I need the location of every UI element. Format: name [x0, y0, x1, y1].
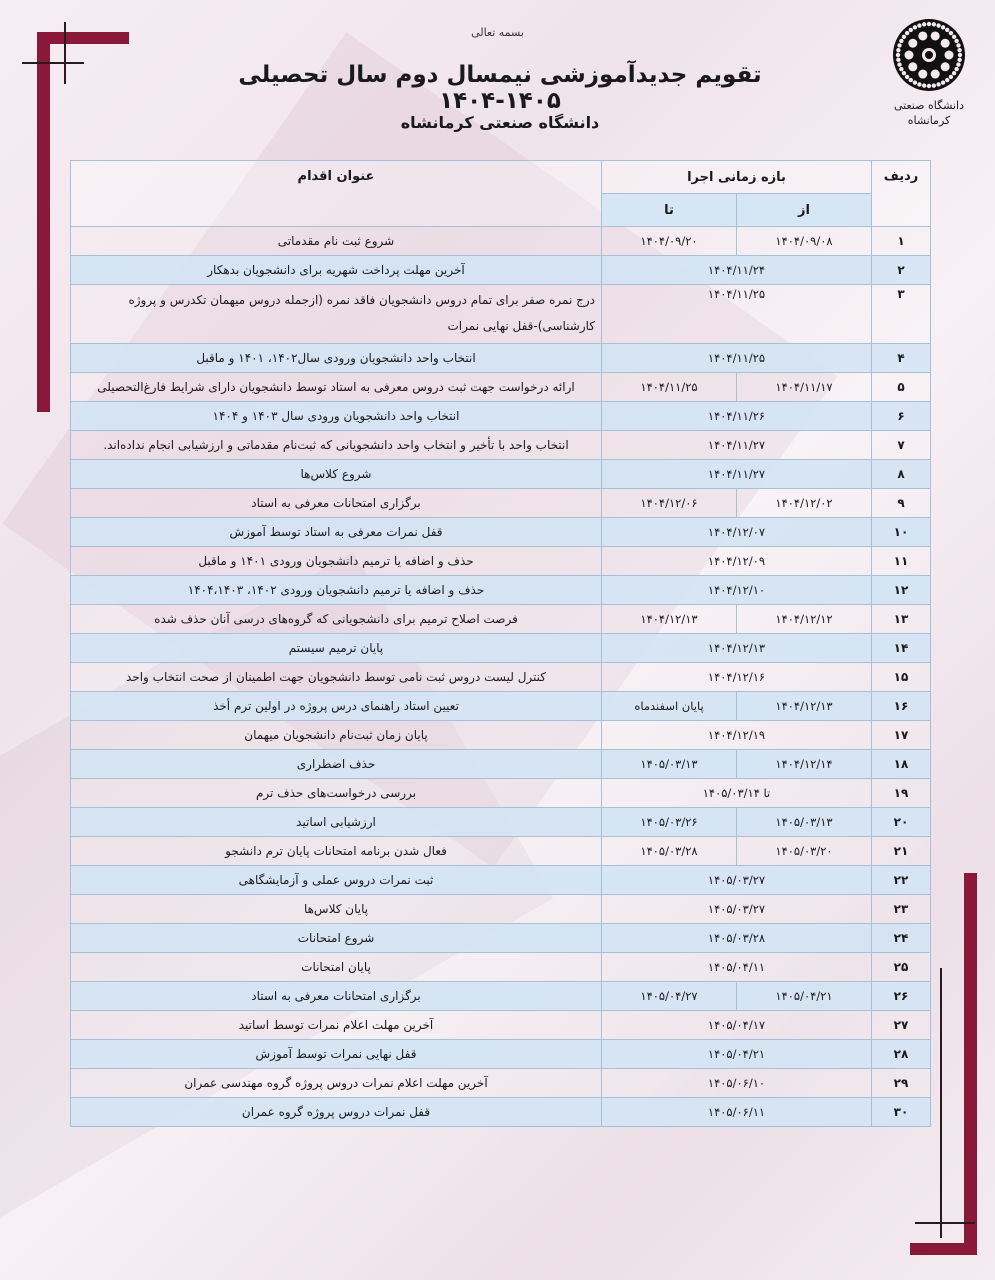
logo-dot	[927, 22, 931, 26]
logo-dot	[899, 67, 903, 71]
action-title: شروع کلاس‌ها	[71, 460, 602, 489]
logo-dot	[918, 31, 927, 40]
row-number: ۱۰	[872, 518, 931, 547]
row-number: ۱	[872, 227, 931, 256]
table-row	[71, 256, 931, 285]
date-cell: ۱۴۰۵/۰۶/۱۰	[602, 1069, 872, 1098]
table-row	[71, 924, 931, 953]
action-title: حذف اضطراری	[71, 750, 602, 779]
table-row	[71, 344, 931, 373]
date-from: ۱۴۰۵/۰۳/۱۳	[737, 808, 872, 837]
header-to: تا	[602, 194, 737, 227]
row-number: ۲۶	[872, 982, 931, 1011]
table-row	[71, 750, 931, 779]
logo-dot	[936, 23, 940, 27]
row-number: ۱۱	[872, 547, 931, 576]
action-title: ثبت نمرات دروس عملی و آزمایشگاهی	[71, 866, 602, 895]
action-title: ارائه درخواست جهت ثبت دروس معرفی به استاد توسط دانشجویان دارای شرایط فارغ‌التحصیلی	[71, 373, 602, 402]
row-number: ۲۷	[872, 1011, 931, 1040]
table-row	[71, 518, 931, 547]
date-to: ۱۴۰۵/۰۴/۲۷	[602, 982, 737, 1011]
date-from: ۱۴۰۴/۱۲/۰۲	[737, 489, 872, 518]
action-title: پایان زمان ثبت‌نام دانشجویان میهمان	[71, 721, 602, 750]
table-row	[71, 663, 931, 692]
row-number: ۱۶	[872, 692, 931, 721]
logo-dot	[949, 75, 953, 79]
logo-dot	[957, 58, 961, 62]
row-number: ۱۴	[872, 634, 931, 663]
logo-dot	[945, 78, 949, 82]
logo-dot	[958, 53, 962, 57]
calendar-table	[70, 160, 931, 1127]
row-number: ۱۹	[872, 779, 931, 808]
action-title: تعیین استاد راهنمای درس پروژه در اولین ترم أخذ	[71, 692, 602, 721]
date-cell: ۱۴۰۴/۱۲/۰۷	[602, 518, 872, 547]
row-number: ۲۳	[872, 895, 931, 924]
logo-dot	[896, 48, 900, 52]
logo-dot	[941, 80, 945, 84]
logo-dot	[897, 43, 901, 47]
date-cell: ۱۴۰۵/۰۴/۱۱	[602, 953, 872, 982]
table-row	[71, 982, 931, 1011]
table-row	[71, 692, 931, 721]
action-title: ارزشیابی اساتید	[71, 808, 602, 837]
logo-dot	[896, 58, 900, 62]
page-subtitle: دانشگاه صنعتی کرمانشاه	[400, 113, 600, 132]
logo-dot	[932, 83, 936, 87]
row-number: ۷	[872, 431, 931, 460]
date-cell: ۱۴۰۴/۱۱/۲۴	[602, 256, 872, 285]
table-row	[71, 1098, 931, 1127]
frame-bottom-right-vertical	[964, 873, 977, 1255]
date-cell: ۱۴۰۵/۰۳/۲۷	[602, 895, 872, 924]
logo-text-line2: کرمانشاه	[907, 114, 951, 127]
frame-bottom-right-line-v	[940, 968, 942, 1238]
row-number: ۱۵	[872, 663, 931, 692]
action-title: آخرین مهلت پرداخت شهریه برای دانشجویان بدهکار	[71, 256, 602, 285]
frame-bottom-right-line-h	[915, 1222, 975, 1224]
table-body	[71, 227, 931, 1127]
table-row	[71, 227, 931, 256]
logo-dot	[932, 22, 936, 26]
row-number: ۲۴	[872, 924, 931, 953]
logo-dot	[909, 78, 913, 82]
logo-dot	[941, 39, 950, 48]
logo-dot	[913, 80, 917, 84]
date-cell: تا ۱۴۰۵/۰۳/۱۴	[602, 779, 872, 808]
action-title: درج نمره صفر برای تمام دروس دانشجویان فاقد نمره (ازجمله دروس میهمان تکدرس و پروژه کارشناسی)-قفل نهایی نمرات	[71, 285, 602, 344]
logo-dot	[945, 28, 949, 32]
page-title: تقویم جدیدآموزشی نیمسال دوم سال تحصیلی ۱۴۰۵-۱۴۰۴	[238, 62, 762, 114]
header-action: عنوان اقدام	[71, 161, 602, 227]
logo-emblem-icon	[892, 18, 966, 92]
date-cell: ۱۴۰۵/۰۴/۲۱	[602, 1040, 872, 1069]
row-number: ۲۹	[872, 1069, 931, 1098]
table-row	[71, 576, 931, 605]
logo-dot	[917, 82, 921, 86]
date-from: ۱۴۰۴/۰۹/۰۸	[737, 227, 872, 256]
action-title: پایان امتحانات	[71, 953, 602, 982]
logo-dot	[941, 62, 950, 71]
header-period: بازه زمانی اجرا	[602, 161, 872, 194]
action-title: پایان ترمیم سیستم	[71, 634, 602, 663]
logo-dot	[957, 48, 961, 52]
action-title: برگزاری امتحانات معرفی به استاد	[71, 982, 602, 1011]
logo-dot	[952, 71, 956, 75]
frame-bottom-right-horizontal	[910, 1243, 977, 1255]
row-number: ۲۲	[872, 866, 931, 895]
table-row	[71, 1011, 931, 1040]
logo-dot	[908, 39, 917, 48]
logo-dot	[917, 23, 921, 27]
table-row	[71, 866, 931, 895]
logo-dot	[954, 67, 958, 71]
logo-dot	[954, 39, 958, 43]
date-cell: ۱۴۰۴/۱۲/۰۹	[602, 547, 872, 576]
date-cell: ۱۴۰۴/۱۲/۱۹	[602, 721, 872, 750]
logo-dot	[936, 82, 940, 86]
logo-dot	[956, 62, 960, 66]
logo-dot	[941, 25, 945, 29]
date-from: ۱۴۰۴/۱۲/۱۲	[737, 605, 872, 634]
logo-dot	[905, 75, 909, 79]
action-title: حذف و اضافه یا ترمیم دانشجویان ورودی ۱۴۰۲، ۱۴۰۴،۱۴۰۳	[71, 576, 602, 605]
table-row	[71, 431, 931, 460]
table-row	[71, 373, 931, 402]
university-logo	[884, 18, 974, 128]
row-number: ۱۷	[872, 721, 931, 750]
table-row	[71, 808, 931, 837]
date-cell: ۱۴۰۵/۰۳/۲۷	[602, 866, 872, 895]
date-cell: ۱۴۰۴/۱۱/۲۵	[602, 285, 872, 344]
logo-dot	[922, 22, 926, 26]
date-cell: ۱۴۰۴/۱۲/۱۳	[602, 634, 872, 663]
action-title: آخرین مهلت اعلام نمرات توسط اساتید	[71, 1011, 602, 1040]
logo-dot	[908, 62, 917, 71]
date-to: پایان اسفندماه	[602, 692, 737, 721]
action-title: قفل نمرات دروس پروژه گروه عمران	[71, 1098, 602, 1127]
row-number: ۱۳	[872, 605, 931, 634]
row-number: ۲	[872, 256, 931, 285]
table-row	[71, 634, 931, 663]
logo-dot	[909, 28, 913, 32]
row-number: ۹	[872, 489, 931, 518]
action-title: شروع امتحانات	[71, 924, 602, 953]
row-number: ۴	[872, 344, 931, 373]
logo-dot	[918, 70, 927, 79]
logo-dot	[902, 35, 906, 39]
date-cell: ۱۴۰۵/۰۴/۱۷	[602, 1011, 872, 1040]
row-number: ۲۱	[872, 837, 931, 866]
table-row	[71, 285, 931, 344]
row-number: ۲۰	[872, 808, 931, 837]
date-cell: ۱۴۰۴/۱۱/۲۷	[602, 431, 872, 460]
action-title: بررسی درخواست‌های حذف ترم	[71, 779, 602, 808]
logo-dot	[956, 43, 960, 47]
action-title: آخرین مهلت اعلام نمرات دروس پروژه گروه مهندسی عمران	[71, 1069, 602, 1098]
date-to: ۱۴۰۵/۰۳/۲۶	[602, 808, 737, 837]
action-title: حذف و اضافه یا ترمیم دانشجویان ورودی ۱۴۰۱ و ماقبل	[71, 547, 602, 576]
date-to: ۱۴۰۴/۱۱/۲۵	[602, 373, 737, 402]
date-cell: ۱۴۰۵/۰۶/۱۱	[602, 1098, 872, 1127]
date-cell: ۱۴۰۴/۱۱/۲۶	[602, 402, 872, 431]
logo-dot	[931, 70, 940, 79]
logo-dot	[905, 31, 909, 35]
date-from: ۱۴۰۴/۱۲/۱۴	[737, 750, 872, 779]
row-number: ۲۸	[872, 1040, 931, 1069]
table-row	[71, 460, 931, 489]
action-title: فرصت اصلاح ترمیم برای دانشجویانی که گروه‌های درسی آنان حذف شده	[71, 605, 602, 634]
logo-dot	[922, 83, 926, 87]
table-row	[71, 1040, 931, 1069]
action-title: قفل نمرات معرفی به استاد توسط آموزش	[71, 518, 602, 547]
action-title: انتخاب واحد دانشجویان ورودی سال۱۴۰۲، ۱۴۰۱ و ماقبل	[71, 344, 602, 373]
row-number: ۳	[872, 285, 931, 344]
logo-dot	[927, 84, 931, 88]
action-title: شروع ثبت نام مقدماتی	[71, 227, 602, 256]
row-number: ۶	[872, 402, 931, 431]
logo-dot	[949, 31, 953, 35]
frame-top-left-vertical	[37, 32, 50, 412]
logo-dot	[931, 31, 940, 40]
date-from: ۱۴۰۵/۰۳/۲۰	[737, 837, 872, 866]
table-row	[71, 721, 931, 750]
table-row	[71, 953, 931, 982]
date-cell: ۱۴۰۴/۱۱/۲۷	[602, 460, 872, 489]
action-title: کنترل لیست دروس ثبت نامی توسط دانشجویان جهت اطمینان از صحت انتخاب واحد	[71, 663, 602, 692]
date-cell: ۱۴۰۴/۱۲/۱۶	[602, 663, 872, 692]
date-to: ۱۴۰۴/۱۲/۰۶	[602, 489, 737, 518]
row-number: ۱۸	[872, 750, 931, 779]
row-number: ۸	[872, 460, 931, 489]
row-number: ۲۵	[872, 953, 931, 982]
table-row	[71, 837, 931, 866]
table-row	[71, 402, 931, 431]
header-from: از	[737, 194, 872, 227]
logo-dot	[952, 35, 956, 39]
action-title: انتخاب واحد دانشجویان ورودی سال ۱۴۰۳ و ۱۴۰۴	[71, 402, 602, 431]
logo-dot	[902, 71, 906, 75]
logo-dot	[945, 51, 954, 60]
logo-text-line1: دانشگاه صنعتی	[894, 99, 964, 112]
row-number: ۳۰	[872, 1098, 931, 1127]
row-number: ۱۲	[872, 576, 931, 605]
date-from: ۱۴۰۴/۱۱/۱۷	[737, 373, 872, 402]
table-row	[71, 489, 931, 518]
date-cell: ۱۴۰۴/۱۲/۱۰	[602, 576, 872, 605]
logo-dot	[913, 25, 917, 29]
table-row	[71, 547, 931, 576]
logo-dot	[899, 39, 903, 43]
date-from: ۱۴۰۵/۰۴/۲۱	[737, 982, 872, 1011]
table-row	[71, 895, 931, 924]
frame-top-left-line-h	[22, 62, 84, 64]
action-title: قفل نهایی نمرات توسط آموزش	[71, 1040, 602, 1069]
logo-dot	[897, 62, 901, 66]
date-to: ۱۴۰۵/۰۳/۱۳	[602, 750, 737, 779]
date-from: ۱۴۰۴/۱۲/۱۳	[737, 692, 872, 721]
logo-dot	[896, 53, 900, 57]
action-title: انتخاب واحد با تأخیر و انتخاب واحد دانشجویانی که ثبت‌نام مقدماتی و ارزشیابی انجام نداده‌اند.	[71, 431, 602, 460]
header-row-number: ردیف	[872, 161, 931, 227]
date-cell: ۱۴۰۴/۱۱/۲۵	[602, 344, 872, 373]
action-title: فعال شدن برنامه امتحانات پایان ترم دانشجو	[71, 837, 602, 866]
table-row	[71, 605, 931, 634]
table-row	[71, 779, 931, 808]
logo-dot	[905, 51, 914, 60]
row-number: ۵	[872, 373, 931, 402]
table-row	[71, 1069, 931, 1098]
action-title: برگزاری امتحانات معرفی به استاد	[71, 489, 602, 518]
date-to: ۱۴۰۵/۰۳/۲۸	[602, 837, 737, 866]
basmala: بسمه تعالی	[471, 26, 524, 39]
action-title: پایان کلاس‌ها	[71, 895, 602, 924]
date-to: ۱۴۰۴/۱۲/۱۳	[602, 605, 737, 634]
date-cell: ۱۴۰۵/۰۳/۲۸	[602, 924, 872, 953]
date-to: ۱۴۰۴/۰۹/۲۰	[602, 227, 737, 256]
